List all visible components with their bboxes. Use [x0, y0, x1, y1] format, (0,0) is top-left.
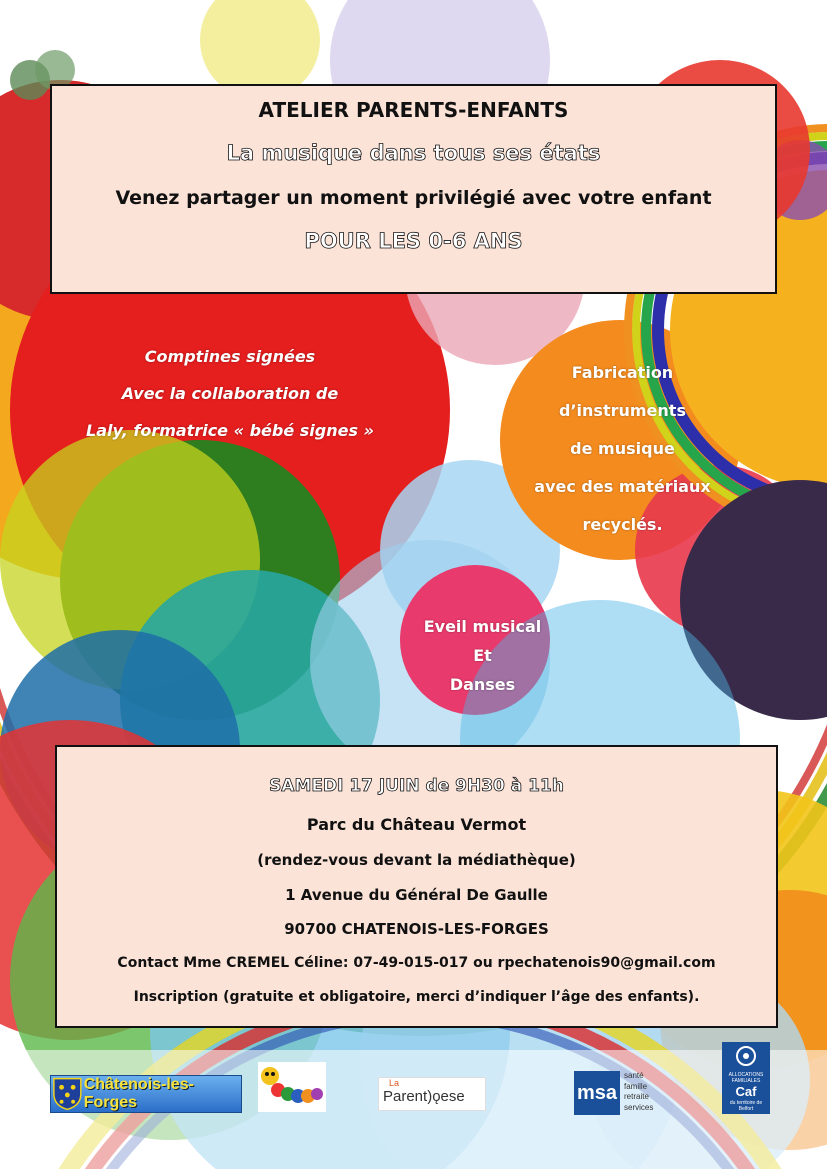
event-date: SAMEDI 17 JUIN de 9H30 à 11h: [269, 776, 564, 796]
fabrication-line-4: avec des matériaux: [534, 477, 711, 496]
parentaise-prefix: La: [389, 1078, 400, 1088]
caf-top-text: ALLOCATIONS FAMILIALES: [728, 1072, 764, 1084]
details-box: [55, 745, 778, 1028]
comptines-line-3: Laly, formatrice « bébé signes »: [86, 421, 374, 440]
caterpillar-logo: [258, 1062, 326, 1112]
age-range: POUR LES 0-6 ANS: [304, 229, 523, 253]
caterpillar-icon: [258, 1062, 326, 1112]
comptines-line-1: Comptines signées: [144, 347, 316, 366]
address-line: 1 Avenue du Général De Gaulle: [285, 886, 548, 904]
eveil-block: [400, 612, 565, 699]
parentaise-logo: [378, 1077, 486, 1111]
msa-line-3: retraite: [624, 1092, 649, 1101]
chatenois-logo-text: Châtenois-les-Forges: [83, 1076, 194, 1111]
parentaise-text: Parent)ǫese: [383, 1088, 465, 1105]
msa-line-1: santé: [624, 1071, 644, 1080]
fabrication-line-5: recyclés.: [582, 515, 663, 534]
eveil-line-1: Eveil musical: [423, 617, 542, 636]
coat-of-arms-icon: [51, 1076, 84, 1112]
msa-line-4: services: [624, 1102, 654, 1112]
page-title: ATELIER PARENTS-ENFANTS: [258, 98, 569, 122]
fabrication-line-2: d’instruments: [559, 401, 686, 420]
fabrication-line-1: Fabrication: [571, 363, 674, 382]
caf-emblem-icon: [733, 1045, 759, 1067]
msa-mark: msa: [574, 1071, 620, 1115]
fabrication-line-3: de musique: [570, 439, 675, 458]
msa-lines: [624, 1071, 653, 1113]
chatenois-logo: [50, 1075, 242, 1113]
caf-sub-text: du territoire de Belfort: [729, 1100, 763, 1112]
meeting-point: (rendez-vous devant la médiathèque): [257, 851, 576, 869]
inscription-line: Inscription (gratuite et obligatoire, merci d’indiquer l’âge des enfants).: [133, 989, 700, 1005]
eveil-line-3: Danses: [449, 675, 516, 694]
tagline: Venez partager un moment privilégié avec votre enfant: [115, 187, 712, 209]
contact-line: Contact Mme CREMEL Céline: 07-49-015-017 ou rpechatenois90@gmail.com: [117, 955, 716, 971]
eveil-line-2: Et: [473, 646, 492, 665]
city-line: 90700 CHATENOIS-LES-FORGES: [284, 920, 549, 938]
comptines-line-2: Avec la collaboration de: [121, 384, 339, 403]
event-place: Parc du Château Vermot: [306, 815, 527, 834]
fabrication-block: [500, 354, 745, 544]
header-box: [50, 84, 777, 294]
caf-text: Caf: [735, 1084, 757, 1099]
comptines-block: [60, 338, 400, 449]
msa-line-2: famille: [624, 1081, 648, 1091]
caf-logo: [722, 1042, 770, 1114]
subtitle: La musique dans tous ses états: [226, 141, 601, 165]
msa-logo: [574, 1071, 674, 1115]
